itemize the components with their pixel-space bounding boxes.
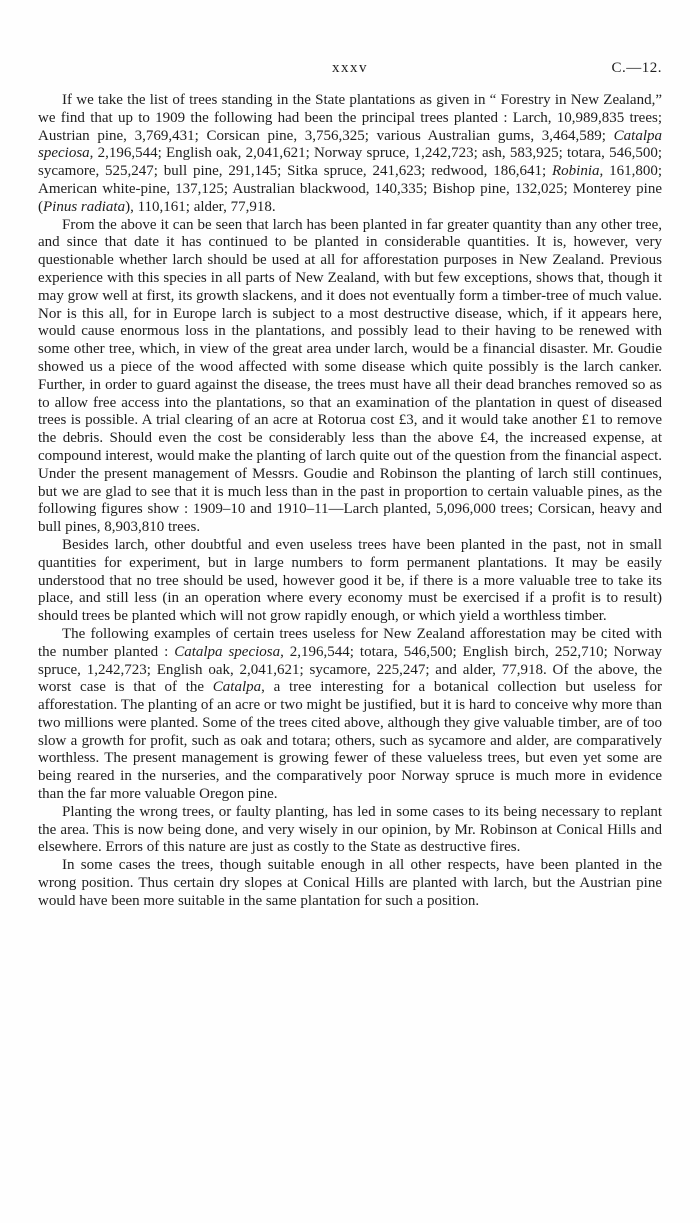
botanical-name: Robinia (552, 163, 600, 180)
document-code: C.—12. (611, 60, 662, 76)
botanical-name: Catalpa speciosa (38, 127, 662, 162)
botanical-name: Catalpa (212, 679, 262, 696)
paragraph-replanting: Planting the wrong trees, or faulty planting, has led in some cases to its being necessary to replant the area. This is now being done, and very wisely in our opinion, by Mr. Robinson at Conical Hills and elsewhere. Errors of this nature are just as costly to the State as destructive fires. (38, 803, 662, 856)
page-number: xxxv (332, 60, 368, 76)
paragraph-wrong-position: In some cases the trees, though suitable enough in all other respects, have been planted in the wrong position. Thus certain dry slopes at Conical Hills are planted with larch, but the Austrian pine would have been more suitable in the same plantation for such a position. (38, 857, 662, 909)
botanical-name: Catalpa speciosa (174, 643, 281, 660)
paragraph-tree-list: If we take the list of trees standing in the State plantations as given in “ Forestry in New Zealand,” we find that up to 1909 the following had been the principal trees planted : Larch, 10,989,835 trees; Austrian pine, 3,769,431; Corsican pine, 3,756,325; various Australian gums, 3,464,589; Catalpa speciosa, 2,196,544; English oak, 2,041,621; Norway spruce, 1,242,723; ash, 583,925; totara, 546,500; sycamore, 525,247; bull pine, 291,145; Sitka spruce, 241,623; redwood, 186,641; Robinia, 161,800; American white-pine, 137,125; Australian blackwood, 140,335; Bishop pine, 132,025; Monterey pine (Pinus radiata), 110,161; alder, 77,918. (38, 92, 662, 215)
body-text (38, 92, 662, 911)
botanical-name: Pinus radiata (43, 198, 126, 215)
page-header (38, 60, 662, 82)
paragraph-larch: From the above it can be seen that larch has been planted in far greater quantity than any other tree, and since that date it has continued to be planted in considerable quantities. It is, however, very questionable whether larch should be used at all for afforestation purposes in New Zealand. Previous experience with this species in all parts of New Zealand, with but few exceptions, shows that, though it may grow well at first, its growth slackens, and it does not eventually form a timber-tree of much value. Nor is this all, for in Europe larch is subject to a most destructive disease, which, if it appears here, would cause enormous loss in the plantations, and possibly lead to their having to be renewed with some other tree, which, in view of the great area under larch, would be a financial disaster. Mr. Goudie showed us a piece of the wood affected with some disease which quite possibly is the larch canker. Further, in order to guard against the disease, the trees must have all their dead branches removed so as to allow free access into the plantations, so that an examination of the plantation in quest of diseased trees is possible. A trial clearing of an acre at Rotorua cost £3, and it would take another £1 to remove the debris. Should even the cost be considerably less than the above £4, the increased expense, at compound interest, would make the planting of larch quite out of the question from the financial aspect. Under the present management of Messrs. Goudie and Robinson the planting of larch still continues, but we are glad to see that it is much less than in the past in proportion to certain valuable pines, as the following figures show : 1909–10 and 1910–11—Larch planted, 5,096,000 trees; Corsican, heavy and bull pines, 8,903,810 trees. (38, 216, 662, 536)
paragraph-useless-examples: The following examples of certain trees useless for New Zealand afforestation may be cited with the number planted : Catalpa speciosa, 2,196,544; totara, 546,500; English birch, 252,710; Norway spruce, 1,242,723; English oak, 2,041,621; sycamore, 225,247; and alder, 77,918. Of the above, the worst case is that of the Catalpa, a tree interesting for a botanical collection but useless for afforestation. The planting of an acre or two might be justified, but it is hard to conceive why more than two millions were planted. Some of the trees cited above, although they give valuable timber, are of too slow a growth for profit, such as oak and totara; others, such as sycamore and alder, are comparatively worthless. The present management is growing fewer of these valueless trees, but even yet some are being reared in the nurseries, and the comparatively poor Norway spruce is much more in evidence than the far more valuable Oregon pine. (38, 625, 663, 803)
paragraph-doubtful-trees: Besides larch, other doubtful and even useless trees have been planted in the past, not in small quantities for experiment, but in large numbers to form permanent plantations. It may be easily understood that no tree should be used, however good it be, if there is a more valuable tree to take its place, and still less (in an operation where every economy must be exercised if a profit is to result) should trees be planted which will not grow rapidly enough, or which yield a worthless timber. (38, 536, 662, 625)
